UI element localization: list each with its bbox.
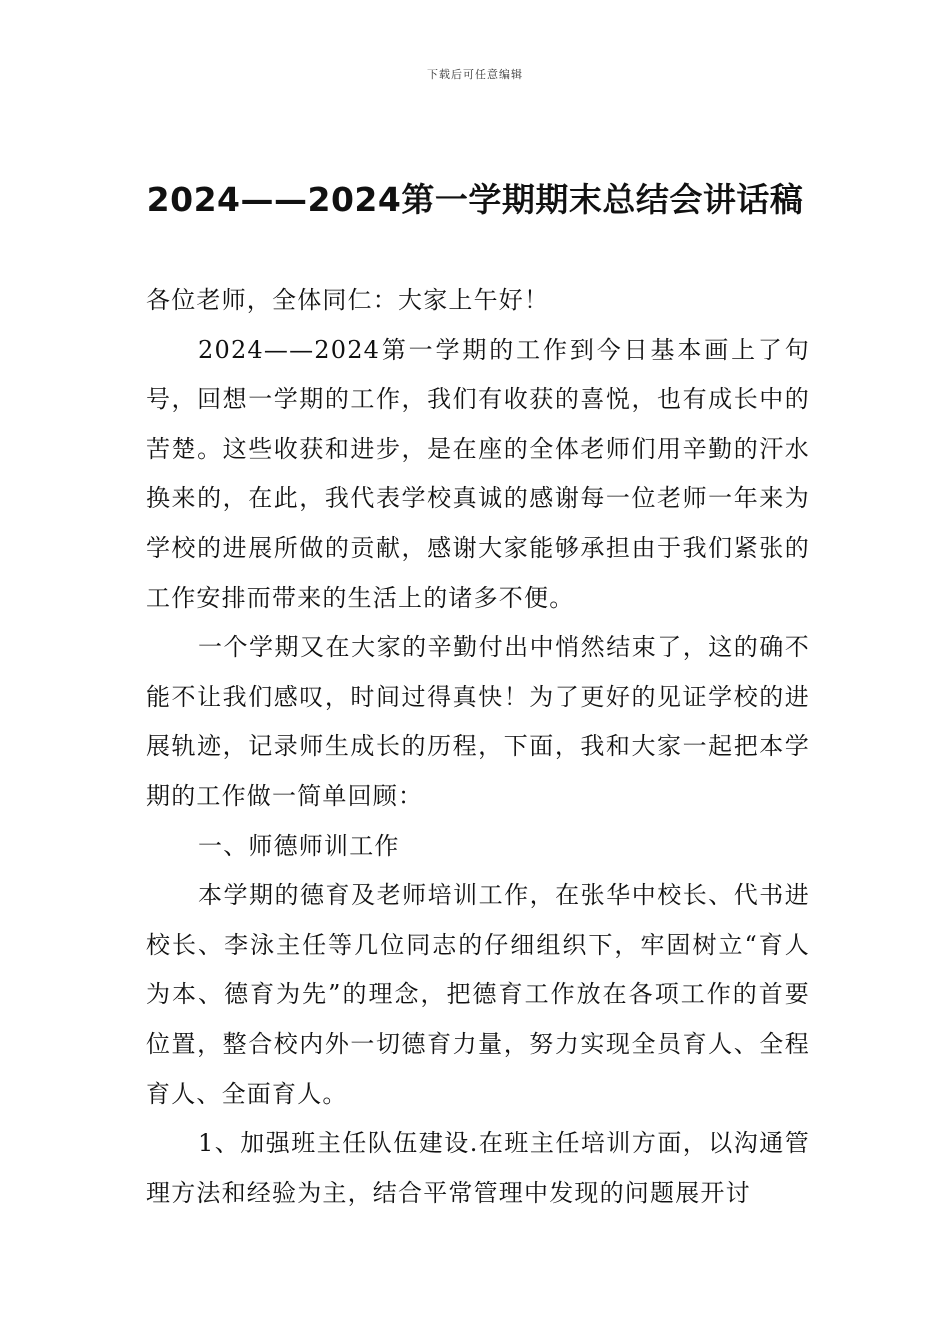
greeting: 各位老师，全体同仁：大家上午好！ bbox=[146, 286, 550, 314]
section-heading: 一、师德师训工作 bbox=[198, 831, 400, 860]
paragraph-teacher-team: 1、加强班主任队伍建设.在班主任培训方面，以沟通管理方法和经验为主，结合平常管理中发现的问题展开讨 bbox=[146, 1129, 810, 1207]
header-note: 下载后可任意编辑 bbox=[427, 68, 523, 81]
paragraph-moral-education: 本学期的德育及老师培训工作，在张华中校长、代书进校长、李泳主任等几位同志的仔细组织下，牢固树立“育人为本、德育为先”的理念，把德育工作放在各项工作的首要位置，整合校内外一切德育力量，努力实现全员育人、全程育人、全面育人。 bbox=[146, 881, 810, 1108]
document-title: 2024——2024第一学期期末总结会讲话稿 bbox=[146, 180, 804, 219]
document-body bbox=[146, 276, 810, 1218]
paragraph-opening: 2024——2024第一学期的工作到今日基本画上了句号，回想一学期的工作，我们有收获的喜悦，也有成长中的苦楚。这些收获和进步，是在座的全体老师们用辛勤的汗水换来的，在此，我代表学校真诚的感谢每一位老师一年来为学校的进展所做的贡献，感谢大家能够承担由于我们紧张的工作安排而带来的生活上的诸多不便。 bbox=[146, 335, 810, 612]
paragraph-review-intro: 一个学期又在大家的辛勤付出中悄然结束了，这的确不能不让我们感叹，时间过得真快！为了更好的见证学校的进展轨迹，记录师生成长的历程，下面，我和大家一起把本学期的工作做一简单回顾： bbox=[146, 633, 810, 810]
